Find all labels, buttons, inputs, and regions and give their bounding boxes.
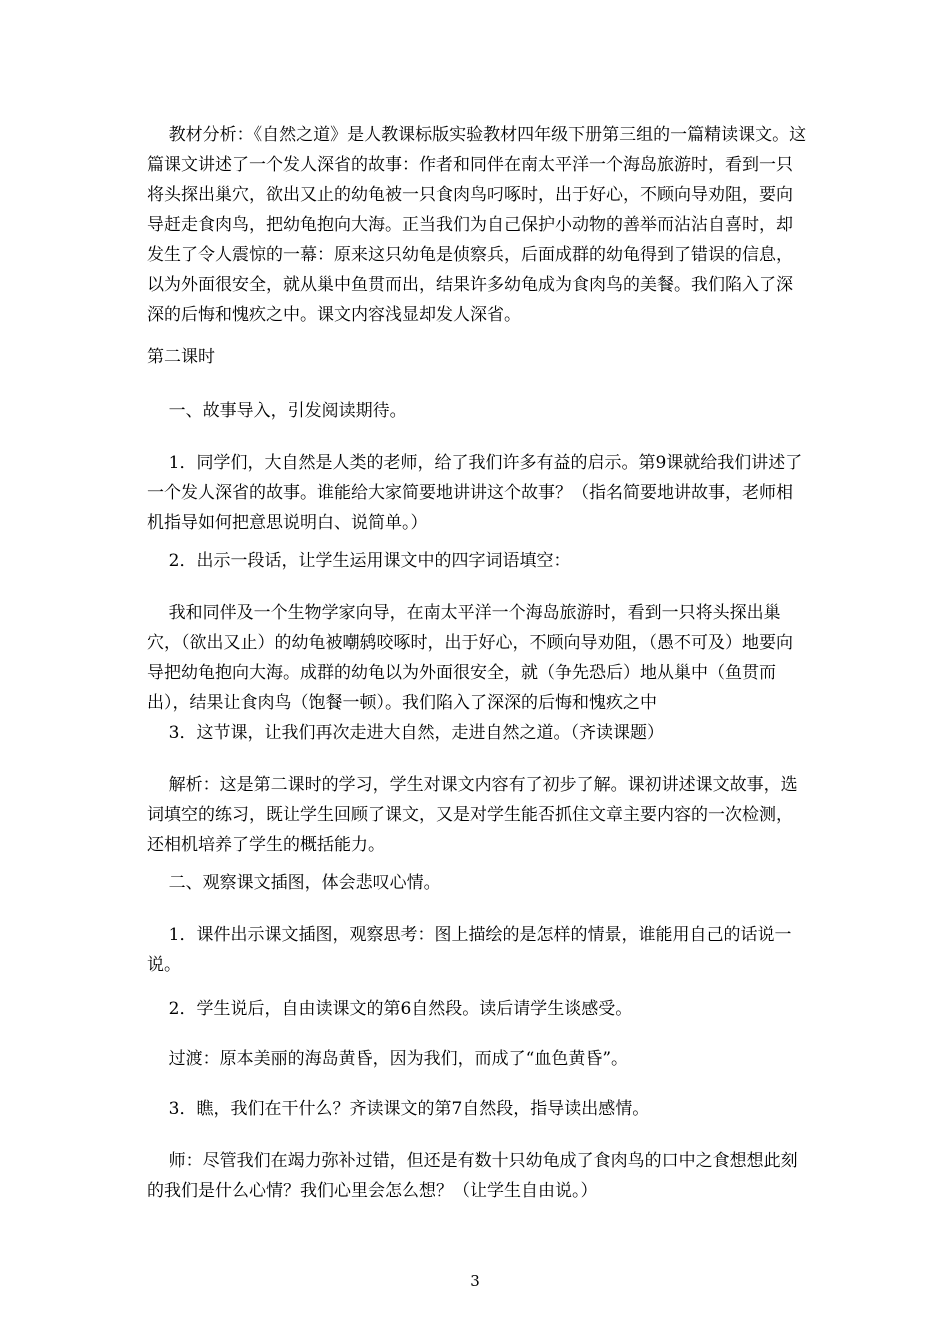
section-heading-second-lesson: 第二课时 [147, 347, 215, 367]
paragraph-step-2: 2．出示一段话，让学生运用课文中的四字词语填空： [147, 551, 571, 571]
paragraph-step-3: 3．这节课，让我们再次走进大自然，走进自然之道。（齐读课题） [147, 723, 664, 743]
page-number: 3 [470, 1272, 480, 1290]
paragraph-fill-in-text: 我和同伴及一个生物学家向导，在南太平洋一个海岛旅游时，看到一只将头探出巢穴，（欲出又止）的幼龟被嘲鸫咬啄时，出于好心，不顾向导劝阻，（愚不可及）地要向导把幼龟抱向大海。成群的幼龟以为外面很安全，就（争先恐后）地从巢中（鱼贯而出），结果让食肉鸟（饱餐一顿）。我们陷入了深深的后悔和愧疚之中 [147, 603, 793, 713]
paragraph-observe-step-1: 1．课件出示课文插图，观察思考：图上描绘的是怎样的情景，谁能用自己的话说一说。 [147, 925, 792, 975]
heading-story-intro: 一、故事导入，引发阅读期待。 [147, 401, 407, 421]
paragraph-analysis: 解析：这是第二课时的学习，学生对课文内容有了初步了解。课初讲述课文故事，选词填空的练习，既让学生回顾了课文，又是对学生能否抓住文章主要内容的一次检测，还相机培养了学生的概括能力。 [147, 775, 798, 855]
paragraph-observe-step-3: 3．瞧，我们在干什么？齐读课文的第7自然段，指导读出感情。 [147, 1099, 650, 1119]
heading-observe-illustration: 二、观察课文插图，体会悲叹心情。 [147, 873, 441, 893]
paragraph-step-1: 1．同学们，大自然是人类的老师，给了我们许多有益的启示。第9课就给我们讲述了一个发人深省的故事。谁能给大家简要地讲讲这个故事？（指名简要地讲故事，老师相机指导如何把意思说明白、说简单。） [147, 453, 803, 533]
paragraph-observe-step-2: 2．学生说后，自由读课文的第6自然段。读后请学生谈感受。 [147, 999, 633, 1019]
paragraph-transition: 过渡：原本美丽的海岛黄昏，因为我们，而成了“血色黄昏”。 [147, 1049, 629, 1069]
paragraph-teacher: 师：尽管我们在竭力弥补过错，但还是有数十只幼龟成了食肉鸟的口中之食想想此刻的我们是什么心情？我们心里会怎么想？（让学生自由说。） [147, 1151, 798, 1201]
paragraph-textbook-analysis: 教材分析：《自然之道》是人教课标版实验教材四年级下册第三组的一篇精读课文。这篇课文讲述了一个发人深省的故事：作者和同伴在南太平洋一个海岛旅游时，看到一只将头探出巢穴，欲出又止的幼龟被一只食肉鸟叼啄时，出于好心，不顾向导劝阻，要向导赶走食肉鸟，把幼龟抱向大海。正当我们为自己保护小动物的善举而沾沾自喜时，却发生了令人震惊的一幕：原来这只幼龟是侦察兵，后面成群的幼龟得到了错误的信息，以为外面很安全，就从巢中鱼贯而出，结果许多幼龟成为食肉鸟的美餐。我们陷入了深深的后悔和愧疚之中。课文内容浅显却发人深省。 [147, 125, 807, 325]
